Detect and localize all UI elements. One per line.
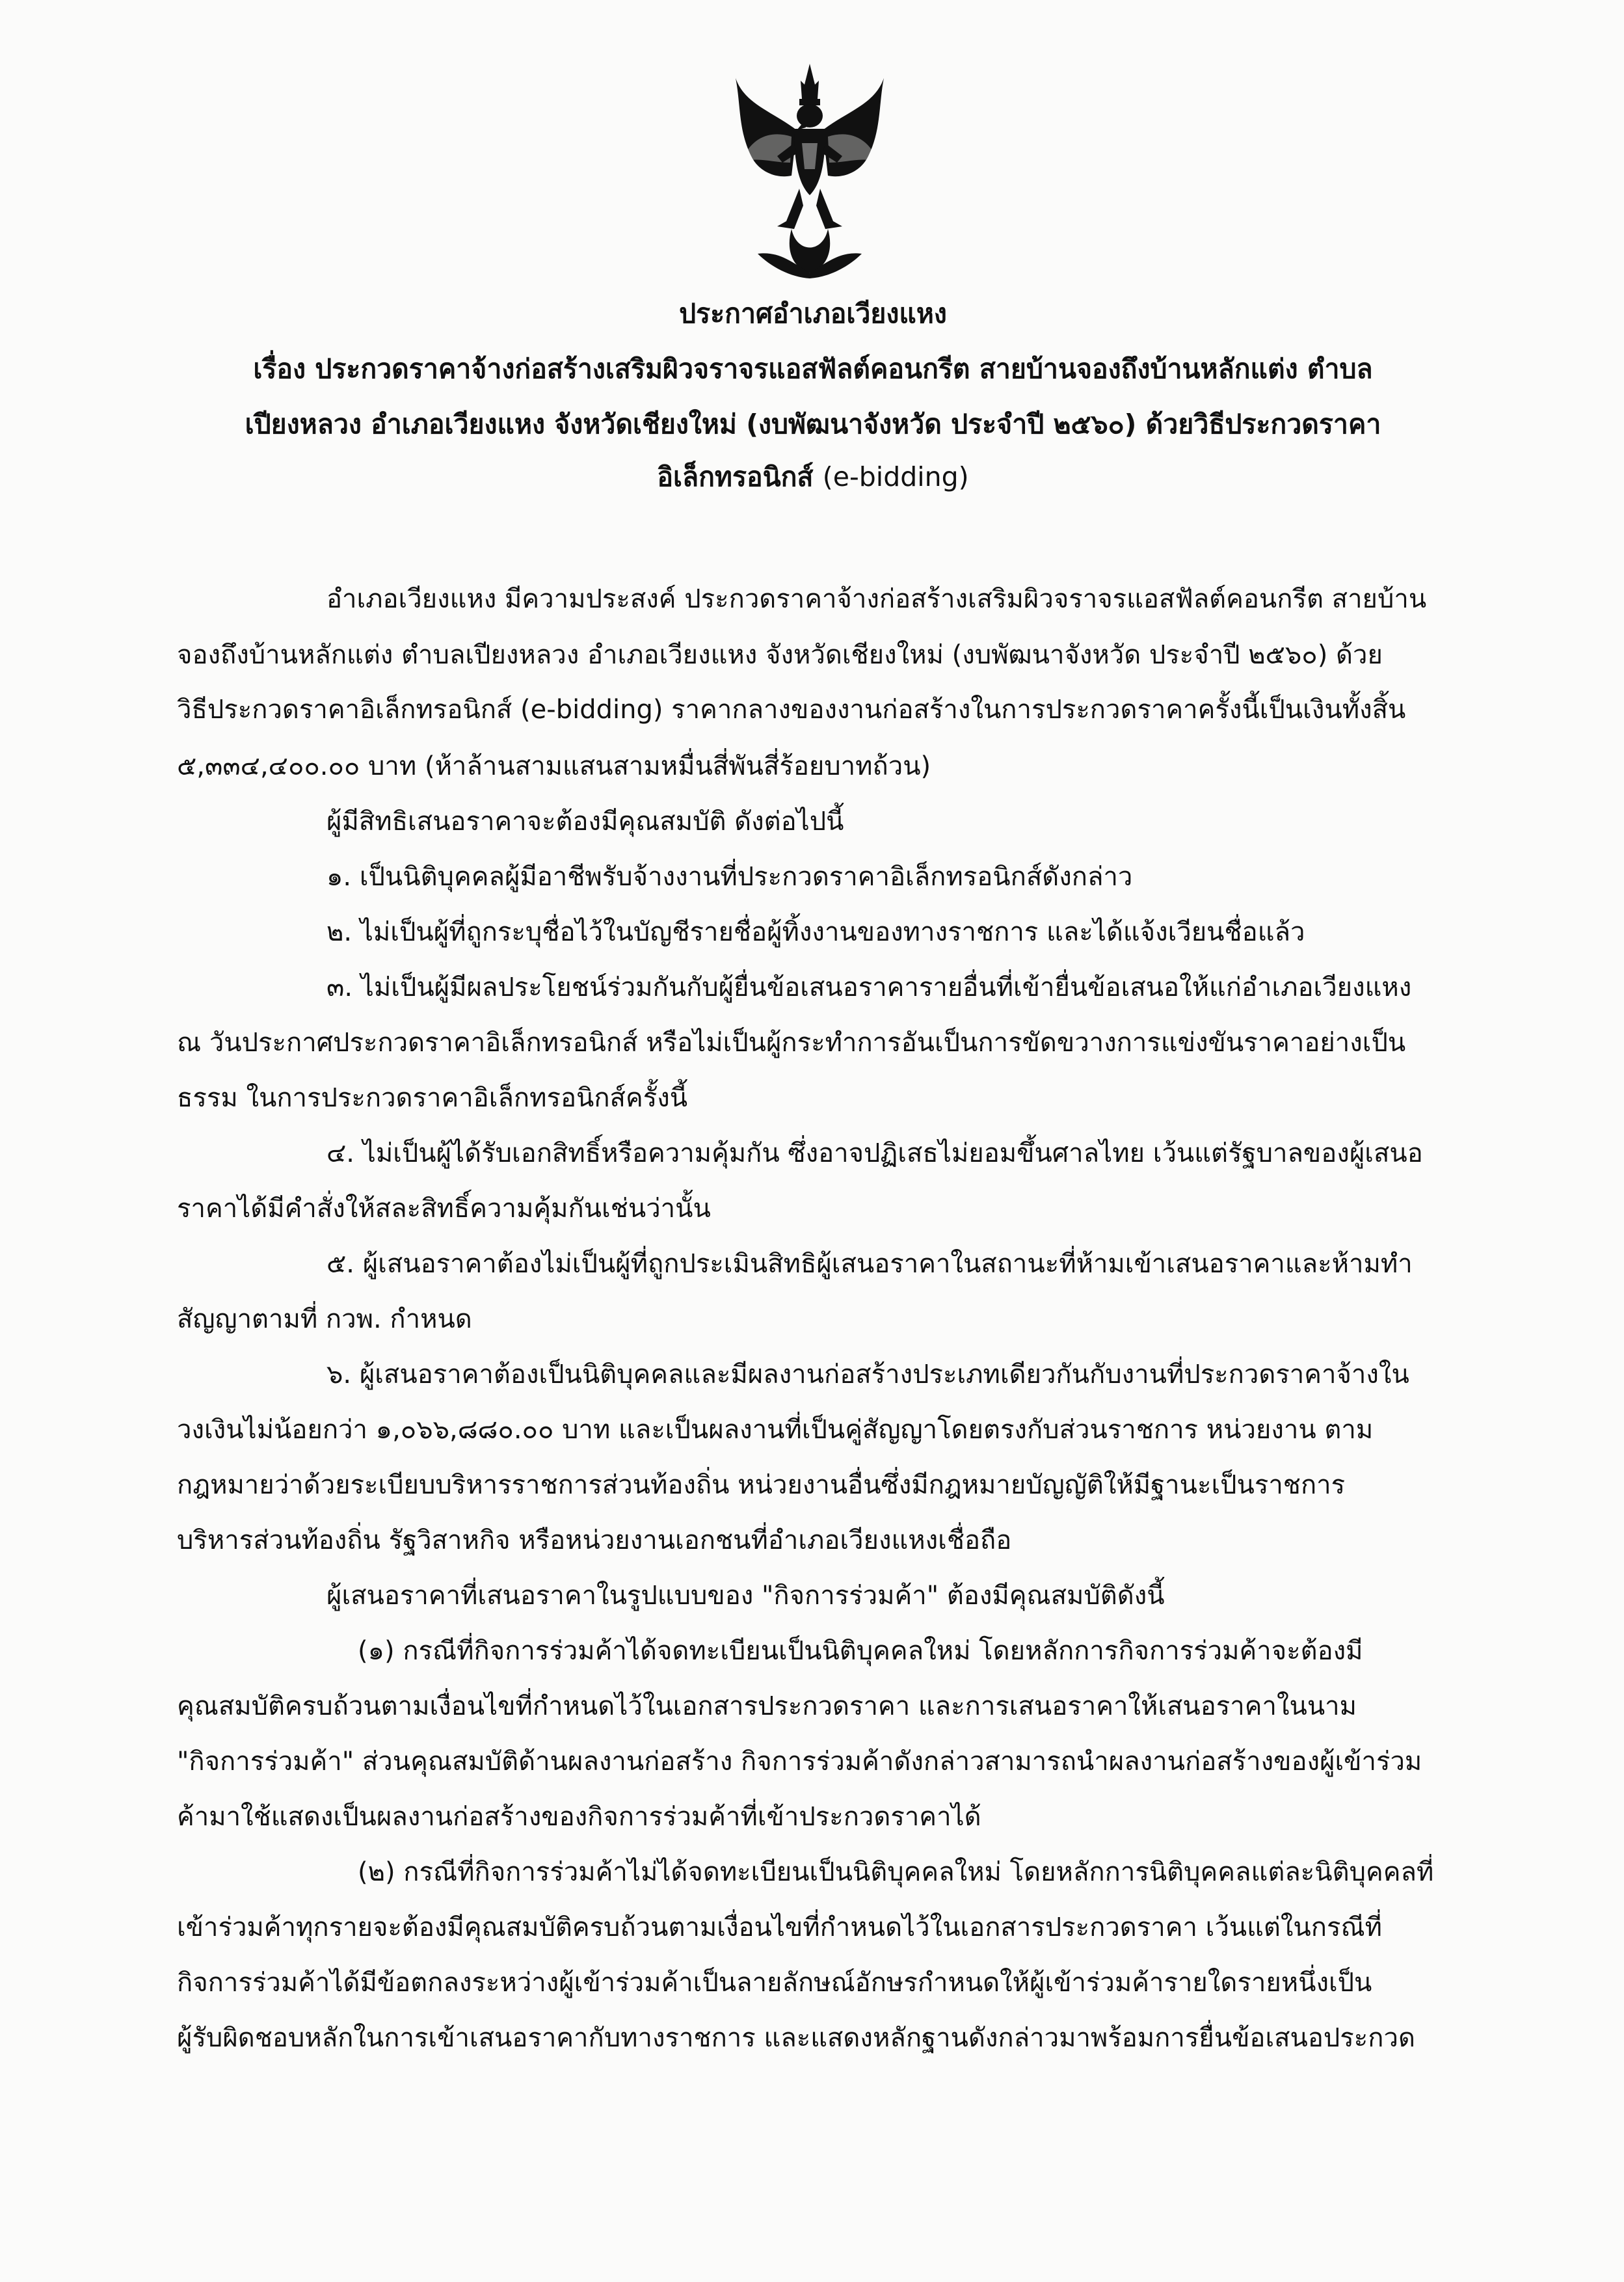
subject-suffix: (e-bidding) [822, 461, 969, 492]
jv-1-line-1: (๑) กรณีที่กิจการร่วมค้าได้จดทะเบียนเป็นนิติบุคคลใหม่ โดยหลักการกิจการร่วมค้าจะต้องมี [358, 1636, 1363, 1666]
jv-1-line-4: ค้ามาใช้แสดงเป็นผลงานก่อสร้างของกิจการร่วมค้าที่เข้าประกวดราคาได้ [177, 1802, 981, 1832]
item-4-line-1: ๔. ไม่เป็นผู้ได้รับเอกสิทธิ์หรือความคุ้มกัน ซึ่งอาจปฏิเสธไม่ยอมขึ้นศาลไทย เว้นแต่รัฐบาลของผู้เสนอ [326, 1138, 1423, 1168]
item-4-line-2: ราคาได้มีคำสั่งให้สละสิทธิ์ความคุ้มกันเช่นว่านั้น [177, 1194, 711, 1224]
item-6-line-1: ๖. ผู้เสนอราคาต้องเป็นนิติบุคคลและมีผลงานก่อสร้างประเภทเดียวกันกับงานที่ประกวดราคาจ้างใน [326, 1360, 1409, 1389]
intro-line-4: ๕,๓๓๔,๔๐๐.๐๐ บาท (ห้าล้านสามแสนสามหมื่นสี่พันสี่ร้อยบาทถ้วน) [177, 751, 931, 781]
garuda-emblem-icon [732, 59, 888, 280]
qualifications-heading: ผู้มีสิทธิเสนอราคาจะต้องมีคุณสมบัติ ดังต่อไปนี้ [326, 807, 844, 837]
intro-line-1: อำเภอเวียงแหง มีความประสงค์ ประกวดราคาจ้างก่อสร้างเสริมผิวจราจรแอสฟัลต์คอนกรีต สายบ้าน [326, 584, 1427, 614]
item-5-line-1: ๕. ผู้เสนอราคาต้องไม่เป็นผู้ที่ถูกประเมินสิทธิผู้เสนอราคาในสถานะที่ห้ามเข้าเสนอราคาและห้ามทำ [326, 1249, 1413, 1279]
announcement-title: ประกาศอำเภอเวียงแหง [679, 298, 947, 329]
item-5-line-2: สัญญาตามที่ กวพ. กำหนด [177, 1304, 472, 1334]
item-1: ๑. เป็นนิติบุคคลผู้มีอาชีพรับจ้างงานที่ประกวดราคาอิเล็กทรอนิกส์ดังกล่าว [326, 862, 1133, 892]
subject-line-3 [195, 457, 1431, 496]
jv-2-line-3: กิจการร่วมค้าได้มีข้อตกลงระหว่างผู้เข้าร่วมค้าเป็นลายลักษณ์อักษรกำหนดให้ผู้เข้าร่วมค้ารายใดรายหนึ่งเป็น [177, 1968, 1372, 1998]
jv-2-line-2: เข้าร่วมค้าทุกรายจะต้องมีคุณสมบัติครบถ้วนตามเงื่อนไขที่กำหนดไว้ในเอกสารประกวดราคา เว้นแต่ในกรณีที่ [177, 1913, 1382, 1942]
item-3-line-1: ๓. ไม่เป็นผู้มีผลประโยชน์ร่วมกันกับผู้ยื่นข้อเสนอราคารายอื่นที่เข้ายื่นข้อเสนอให้แก่อำเภอเวียงแหง [326, 973, 1412, 1002]
subject-line-2: เปียงหลวง อำเภอเวียงแหง จังหวัดเชียงใหม่ (งบพัฒนาจังหวัด ประจำปี ๒๕๖๐) ด้วยวิธีประกวดราคา [245, 409, 1381, 440]
subject-line-3-thai: อิเล็กทรอนิกส์ [657, 461, 814, 492]
intro-line-3: วิธีประกวดราคาอิเล็กทรอนิกส์ (e-bidding) ราคากลางของงานก่อสร้างในการประกวดราคาครั้งนี้เป็นเงินทั้งสิ้น [177, 695, 1406, 725]
joint-venture-heading: ผู้เสนอราคาที่เสนอราคาในรูปแบบของ "กิจการร่วมค้า" ต้องมีคุณสมบัติดังนี้ [326, 1581, 1165, 1611]
item-3-line-3: ธรรม ในการประกวดราคาอิเล็กทรอนิกส์ครั้งนี้ [177, 1083, 688, 1113]
item-6-line-3: กฎหมายว่าด้วยระเบียบบริหารราชการส่วนท้องถิ่น หน่วยงานอื่นซึ่งมีกฎหมายบัญญัติให้มีฐานะเป็นราชการ [177, 1470, 1346, 1500]
jv-2-line-1: (๒) กรณีที่กิจการร่วมค้าไม่ได้จดทะเบียนเป็นนิติบุคคลใหม่ โดยหลักการนิติบุคคลแต่ละนิติบุคคลที่ [358, 1857, 1434, 1887]
jv-1-line-3: "กิจการร่วมค้า" ส่วนคุณสมบัติด้านผลงานก่อสร้าง กิจการร่วมค้าดังกล่าวสามารถนำผลงานก่อสร้างของผู้เข้าร่วม [177, 1747, 1422, 1777]
subject-line-1: เรื่อง ประกวดราคาจ้างก่อสร้างเสริมผิวจราจรแอสฟัลต์คอนกรีต สายบ้านจองถึงบ้านหลักแต่ง ตำบล [253, 353, 1373, 384]
item-6-line-4: บริหารส่วนท้องถิ่น รัฐวิสาหกิจ หรือหน่วยงานเอกชนที่อำเภอเวียงแหงเชื่อถือ [177, 1525, 1012, 1555]
item-2: ๒. ไม่เป็นผู้ที่ถูกระบุชื่อไว้ในบัญชีรายชื่อผู้ทิ้งงานของทางราชการ และได้แจ้งเวียนชื่อแล้ว [326, 917, 1305, 947]
item-6-line-2: วงเงินไม่น้อยกว่า ๑,๐๖๖,๘๘๐.๐๐ บาท และเป็นผลงานที่เป็นคู่สัญญาโดยตรงกับส่วนราชการ หน่วยงาน ตาม [177, 1415, 1374, 1445]
jv-2-line-4: ผู้รับผิดชอบหลักในการเข้าเสนอราคากับทางราชการ และแสดงหลักฐานดังกล่าวมาพร้อมการยื่นข้อเสนอประกวด [177, 2023, 1415, 2053]
item-3-line-2: ณ วันประกาศประกวดราคาอิเล็กทรอนิกส์ หรือไม่เป็นผู้กระทำการอันเป็นการขัดขวางการแข่งขันราคาอย่างเป็น [177, 1028, 1406, 1058]
intro-line-2: จองถึงบ้านหลักแต่ง ตำบลเปียงหลวง อำเภอเวียงแหง จังหวัดเชียงใหม่ (งบพัฒนาจังหวัด ประจำปี ๒๕๖๐) ด้วย [177, 640, 1383, 670]
jv-1-line-2: คุณสมบัติครบถ้วนตามเงื่อนไขที่กำหนดไว้ในเอกสารประกวดราคา และการเสนอราคาให้เสนอราคาในนาม [177, 1691, 1357, 1721]
